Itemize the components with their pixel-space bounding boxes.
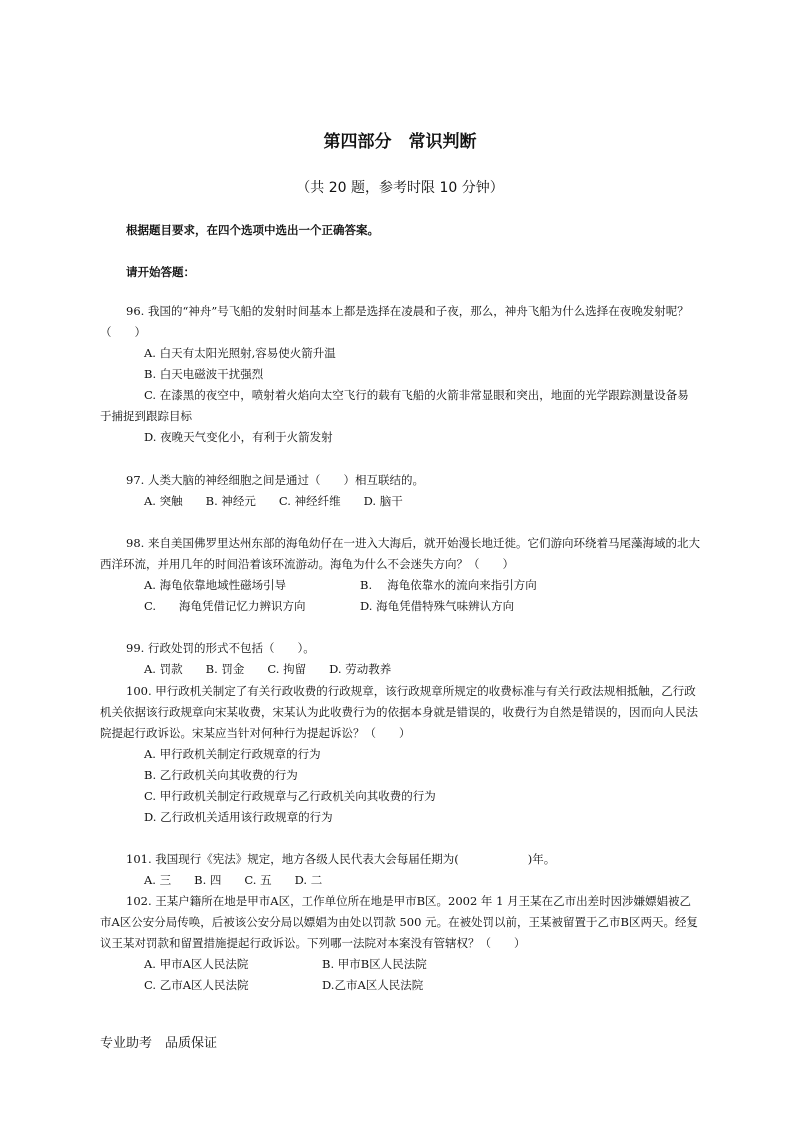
question-97-options: A. 突触 B. 神经元 C. 神经纤维 D. 脑干 bbox=[144, 494, 403, 508]
question-100-option-c: C. 甲行政机关制定行政规章与乙行政机关向其收费的行为 bbox=[144, 789, 436, 803]
question-98-options-row-2 bbox=[144, 596, 700, 617]
question-96-option-d: D. 夜晚天气变化小，有利于火箭发射 bbox=[144, 430, 333, 444]
question-99-stem: 99. 行政处罚的形式不包括（ ）。 bbox=[126, 641, 315, 655]
question-102-options-row-1 bbox=[144, 954, 700, 975]
section-title: 第四部分 常识判断 bbox=[323, 132, 477, 152]
section-subtitle: （共 20 题，参考时限 10 分钟） bbox=[296, 180, 504, 196]
question-101-stem: 101. 我国现行《宪法》规定，地方各级人民代表大会每届任期为( )年。 bbox=[126, 852, 556, 866]
question-96-option-c: C. 在漆黑的夜空中，喷射着火焰向太空飞行的载有飞船的火箭非常显眼和突出，地面的光学跟踪测量设备易于捕捉到跟踪目标 bbox=[100, 388, 689, 423]
question-102-option-a: A. 甲市A区人民法院 bbox=[144, 957, 249, 971]
question-96-option-b: B. 白天电磁波干扰强烈 bbox=[144, 367, 264, 381]
question-96-option-a: A. 白天有太阳光照射,容易使火箭升温 bbox=[144, 346, 336, 360]
instruction-text: 根据题目要求，在四个选项中选出一个正确答案。 bbox=[126, 223, 379, 237]
question-101-options: A. 三 B. 四 C. 五 D. 二 bbox=[144, 873, 323, 887]
question-100-option-d: D. 乙行政机关适用该行政规章的行为 bbox=[144, 810, 333, 824]
question-96-stem: 96. 我国的“神舟”号飞船的发射时间基本上都是选择在凌晨和子夜，那么，神舟飞船为什么选择在夜晚发射呢？（ ） bbox=[100, 304, 689, 339]
question-102-option-b: B. 甲市B区人民法院 bbox=[322, 957, 427, 971]
question-102-options-row-2 bbox=[144, 975, 700, 996]
question-100-stem: 100. 甲行政机关制定了有关行政收费的行政规章，该行政规章所规定的收费标准与有关行政法规相抵触，乙行政机关依据该行政规章向宋某收费，宋某认为此收费行为的依据本身就是错误的，收费行为自然是错误的，因而向人民法院提起行政诉讼。宋某应当针对何种行为提起诉讼？（ ） bbox=[100, 684, 698, 740]
question-98-stem: 98. 来自美国佛罗里达州东部的海龟幼仔在一进入大海后，就开始漫长地迁徙。它们游向环绕着马尾藻海域的北大西洋环流，并用几年的时间沿着该环流游动。海龟为什么不会迷失方向？（ ） bbox=[100, 536, 700, 571]
question-102-option-d: D.乙市A区人民法院 bbox=[322, 978, 424, 992]
question-102-stem: 102. 王某户籍所在地是甲市A区，工作单位所在地是甲市B区。2002 年 1 月王某在乙市出差时因涉嫌嫖娼被乙市A区公安分局传唤，后被该公安分局以嫖娼为由处以罚款 500 元。在被处罚以前，王某被留置于乙市B区两天。经复议王某对罚款和留置措施提起行政诉讼。下列哪一法院对本案没有管辖权？（ ） bbox=[100, 894, 699, 950]
page-footer: 专业助考 品质保证 bbox=[100, 1036, 218, 1051]
question-98-option-d: D. 海龟凭借特殊气味辨认方向 bbox=[360, 599, 515, 613]
question-98-option-b: B. 海龟依靠水的流向来指引方向 bbox=[360, 578, 537, 592]
start-prompt: 请开始答题： bbox=[126, 265, 195, 279]
question-100-option-a: A. 甲行政机关制定行政规章的行为 bbox=[144, 747, 321, 761]
question-98-options-row-1 bbox=[144, 575, 700, 596]
question-98-option-a: A. 海龟依靠地域性磁场引导 bbox=[144, 578, 287, 592]
question-102-option-c: C. 乙市A区人民法院 bbox=[144, 978, 249, 992]
question-100-option-b: B. 乙行政机关向其收费的行为 bbox=[144, 768, 298, 782]
question-98-option-c: C. 海龟凭借记忆力辨识方向 bbox=[144, 599, 306, 613]
question-97-stem: 97. 人类大脑的神经细胞之间是通过（ ）相互联结的。 bbox=[126, 473, 424, 487]
question-99-options: A. 罚款 B. 罚金 C. 拘留 D. 劳动教养 bbox=[144, 662, 392, 676]
